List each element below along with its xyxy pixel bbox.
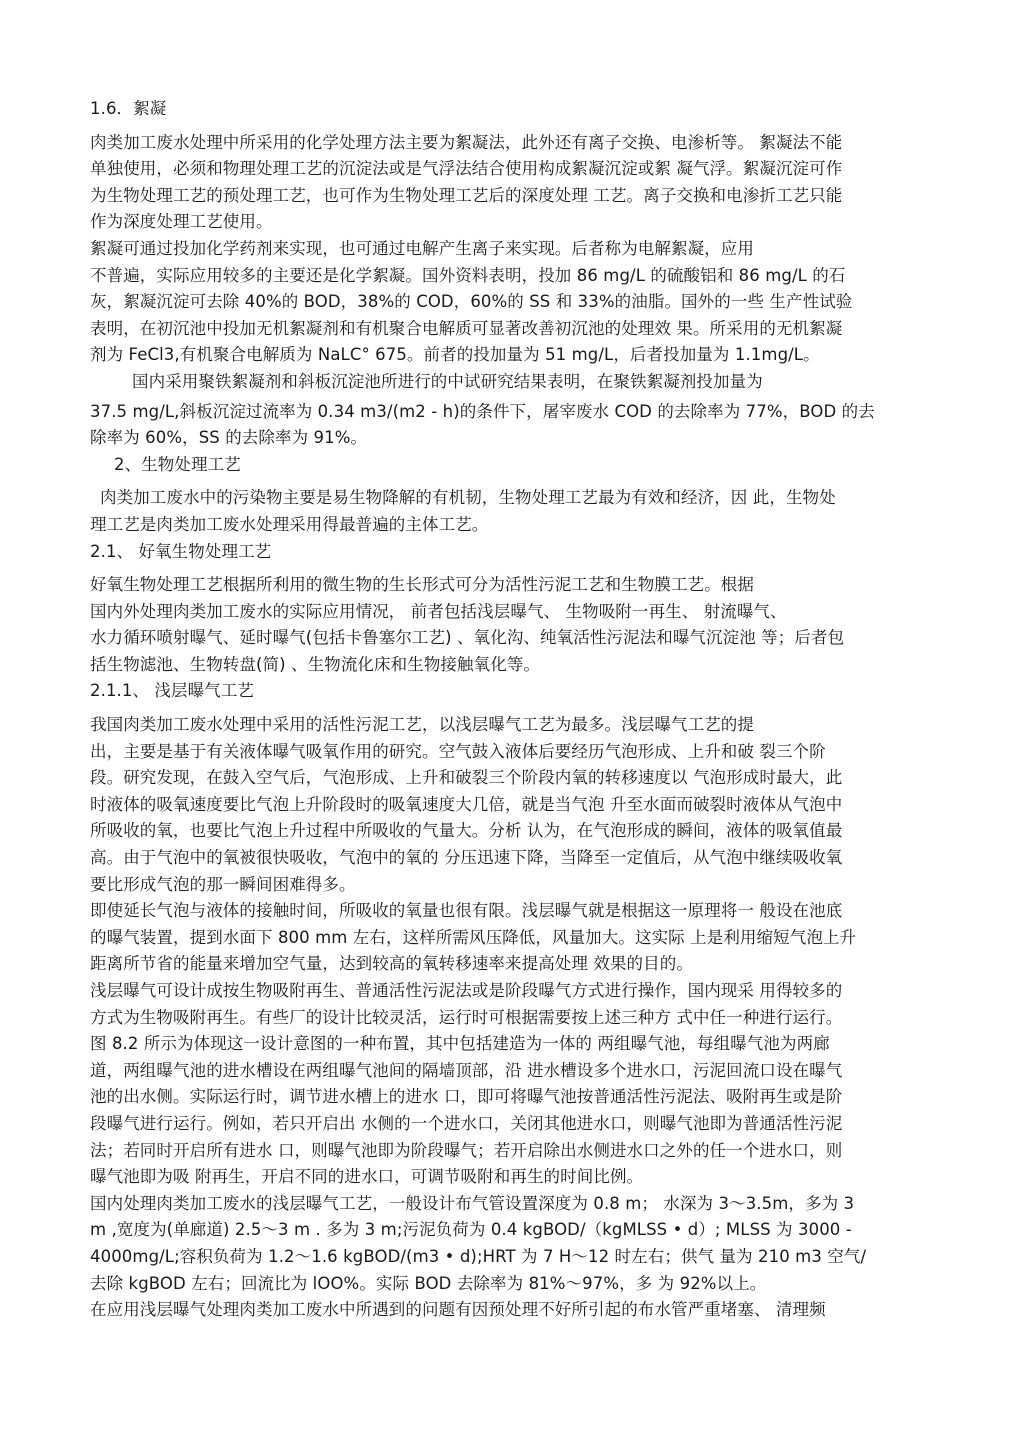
paragraph-line: 距离所节省的能量来增加空气量，达到较高的氧转移速率来提高处理 效果的目的。 xyxy=(90,954,693,974)
paragraph-line: 肉类加工废水中的污染物主要是易生物降解的有机韧，生物处理工艺最为有效和经济，因 此，生物处 xyxy=(100,488,836,508)
paragraph-line: 为生物处理工艺的预处理工艺，也可作为生物处理工艺后的深度处理 工艺。离子交换和电渗折工艺只能 xyxy=(90,185,843,205)
paragraph-line: 单独使用，必须和物理处理工艺的沉淀法或是气浮法结合使用构成絮凝沉淀或絮 凝气浮。絮凝沉淀可作 xyxy=(90,159,843,179)
paragraph-line: 我国肉类加工废水处理中采用的活性污泥工艺，以浅层曝气工艺为最多。浅层曝气工艺的提 xyxy=(90,715,754,735)
paragraph-line: 灰，絮凝沉淀可去除 40%的 BOD，38%的 COD，60%的 SS 和 33%的油脂。国外的一些 生产性试验 xyxy=(90,292,853,312)
paragraph-line: 国内采用聚铁絮凝剂和斜板沉淀池所进行的中试研究结果表明，在聚铁絮凝剂投加量为 xyxy=(132,371,763,391)
paragraph-line: 作为深度处理工艺使用。 xyxy=(90,212,273,232)
paragraph-line: 段曝气进行运行。例如，若只开启出 水侧的一个进水口，关闭其他进水口，则曝气池即为普通活性污泥 xyxy=(90,1113,843,1133)
paragraph-line: 国内外处理肉类加工废水的实际应用情况， 前者包括浅层曝气、 生物吸附一再生、 射流曝气、 xyxy=(90,601,787,621)
paragraph-line: 国内处理肉类加工废水的浅层曝气工艺，一般设计布气管设置深度为 0.8 m； 水深为 3～3.5m，多为 3 xyxy=(90,1193,855,1213)
paragraph-line: 方式为生物吸附再生。有些厂的设计比较灵活，运行时可根据需要按上述三种方 式中任一种进行运行。 xyxy=(90,1007,843,1027)
paragraph-line: 理工艺是肉类加工废水处理采用得最普遍的主体工艺。 xyxy=(90,514,489,534)
paragraph-line: 所吸收的氧，也要比气泡上升过程中所吸收的气量大。分析 认为，在气泡形成的瞬间，液体的吸氧值最 xyxy=(90,821,843,841)
paragraph-line: 出，主要是基于有关液体曝气吸氧作用的研究。空气鼓入液体后要经历气泡形成、上升和破 裂三个阶 xyxy=(90,741,826,761)
paragraph-line: 即使延长气泡与液体的接触时间，所吸收的氧量也很有限。浅层曝气就是根据这一原理将一 般设在池底 xyxy=(90,901,843,921)
section-heading-2-1: 2.1、 好氧生物处理工艺 xyxy=(90,541,272,561)
paragraph-line: 除率为 60%，SS 的去除率为 91%。 xyxy=(90,428,368,448)
section-heading-1-6: 1.6．絮凝 xyxy=(90,99,167,118)
paragraph-line: 高。由于气泡中的氧被很快吸收，气泡中的氧的 分压迅速下降，当降至一定值后，从气泡中继续吸收氧 xyxy=(90,848,843,868)
paragraph-line: 剂为 FeCl3,有机聚合电解质为 NaLC° 675。前者的投加量为 51 mg/L，后者投加量为 1.1mg/L。 xyxy=(90,345,820,365)
paragraph-line: m ,宽度为(单廊道) 2.5～3 m . 多为 3 m;污泥负荷为 0.4 kgBOD/（kgMLSS • d）; MLSS 为 3000 - xyxy=(90,1220,852,1240)
section-heading-2-1-1: 2.1.1、 浅层曝气工艺 xyxy=(90,681,255,701)
paragraph-line: 不普遍，实际应用较多的主要还是化学絮凝。国外资料表明，投加 86 mg/L 的硫酸铝和 86 mg/L 的石 xyxy=(90,265,846,285)
paragraph-line: 肉类加工废水处理中所采用的化学处理方法主要为絮凝法，此外还有离子交换、电渗析等。 絮凝法不能 xyxy=(90,132,843,152)
paragraph-line: 要比形成气泡的那一瞬间困难得多。 xyxy=(90,874,356,894)
paragraph-line: 图 8.2 所示为体现这一设计意图的一种布置，其中包括建造为一体的 两组曝气池，每组曝气池为两廊 xyxy=(90,1034,830,1054)
paragraph-line: 水力循环喷射曝气、延时曝气(包括卡鲁塞尔工艺) 、氧化沟、纯氧活性污泥法和曝气沉淀池 等；后者包 xyxy=(90,628,845,648)
paragraph-line: 4000mg/L;容积负荷为 1.2～1.6 kgBOD/(m3 • d);HRT 为 7 H～12 时左右；供气 量为 210 m3 空气/ xyxy=(90,1246,867,1266)
paragraph-line: 曝气池即为吸 附再生，开启不同的进水口，可调节吸附和再生的时间比例。 xyxy=(90,1167,644,1187)
paragraph-line: 浅层曝气可设计成按生物吸附再生、普通活性污泥法或是阶段曝气方式进行操作，国内现采 用得较多的 xyxy=(90,981,843,1000)
paragraph-line: 道，两组曝气池的进水槽设在两组曝气池间的隔墙顶部，沿 进水槽设多个进水口，污泥回流口设在曝气 xyxy=(90,1060,843,1080)
paragraph-line: 段。研究发现，在鼓入空气后，气泡形成、上升和破裂三个阶段内氧的转移速度以 气泡形成时最大，此 xyxy=(90,768,843,788)
paragraph-line: 池的出水侧。实际运行时，调节进水槽上的进水 口，即可将曝气池按普通活性污泥法、吸附再生或是阶 xyxy=(90,1087,843,1107)
paragraph-line xyxy=(90,1324,936,1351)
document-page xyxy=(90,96,936,1350)
paragraph-line: 在应用浅层曝气处理肉类加工废水中所遇到的问题有因预处理不好所引起的布水管严重堵塞、 清理频 xyxy=(90,1300,826,1320)
paragraph-line: 表明，在初沉池中投加无机絮凝剂和有机聚合电解质可显著改善初沉池的处理效 果。所采用的无机絮凝 xyxy=(90,318,843,338)
paragraph-line: 去除 kgBOD 左右；回流比为 lOO%。实际 BOD 去除率为 81%～97%，多 为 92%以上。 xyxy=(90,1273,767,1293)
paragraph-line: 时液体的吸氧速度要比气泡上升阶段时的吸氧速度大几倍，就是当气泡 升至水面而破裂时液体从气泡中 xyxy=(90,794,843,814)
paragraph-line: 法；若同时开启所有进水 口，则曝气池即为阶段曝气；若开启除出水侧进水口之外的任一个进水口，则 xyxy=(90,1140,843,1160)
section-heading-2: 2、生物处理工艺 xyxy=(114,454,241,474)
paragraph-line: 的曝气装置，提到水面下 800 mm 左右，这样所需风压降低，风量加大。这实际 上是利用缩短气泡上升 xyxy=(90,927,857,947)
paragraph-line: 絮凝可通过投加化学药剂来实现，也可通过电解产生离子来实现。后者称为电解絮凝，应用 xyxy=(90,238,754,258)
paragraph-line: 好氧生物处理工艺根据所利用的微生物的生长形式可分为活性污泥工艺和生物膜工艺。根据 xyxy=(90,575,754,595)
paragraph-line: 括生物滤池、生物转盘(简) 、生物流化床和生物接触氧化等。 xyxy=(90,654,541,674)
paragraph-line: 37.5 mg/L,斜板沉淀过流率为 0.34 m3/(m2 - h)的条件下，屠宰废水 COD 的去除率为 77%，BOD 的去 xyxy=(90,401,875,421)
